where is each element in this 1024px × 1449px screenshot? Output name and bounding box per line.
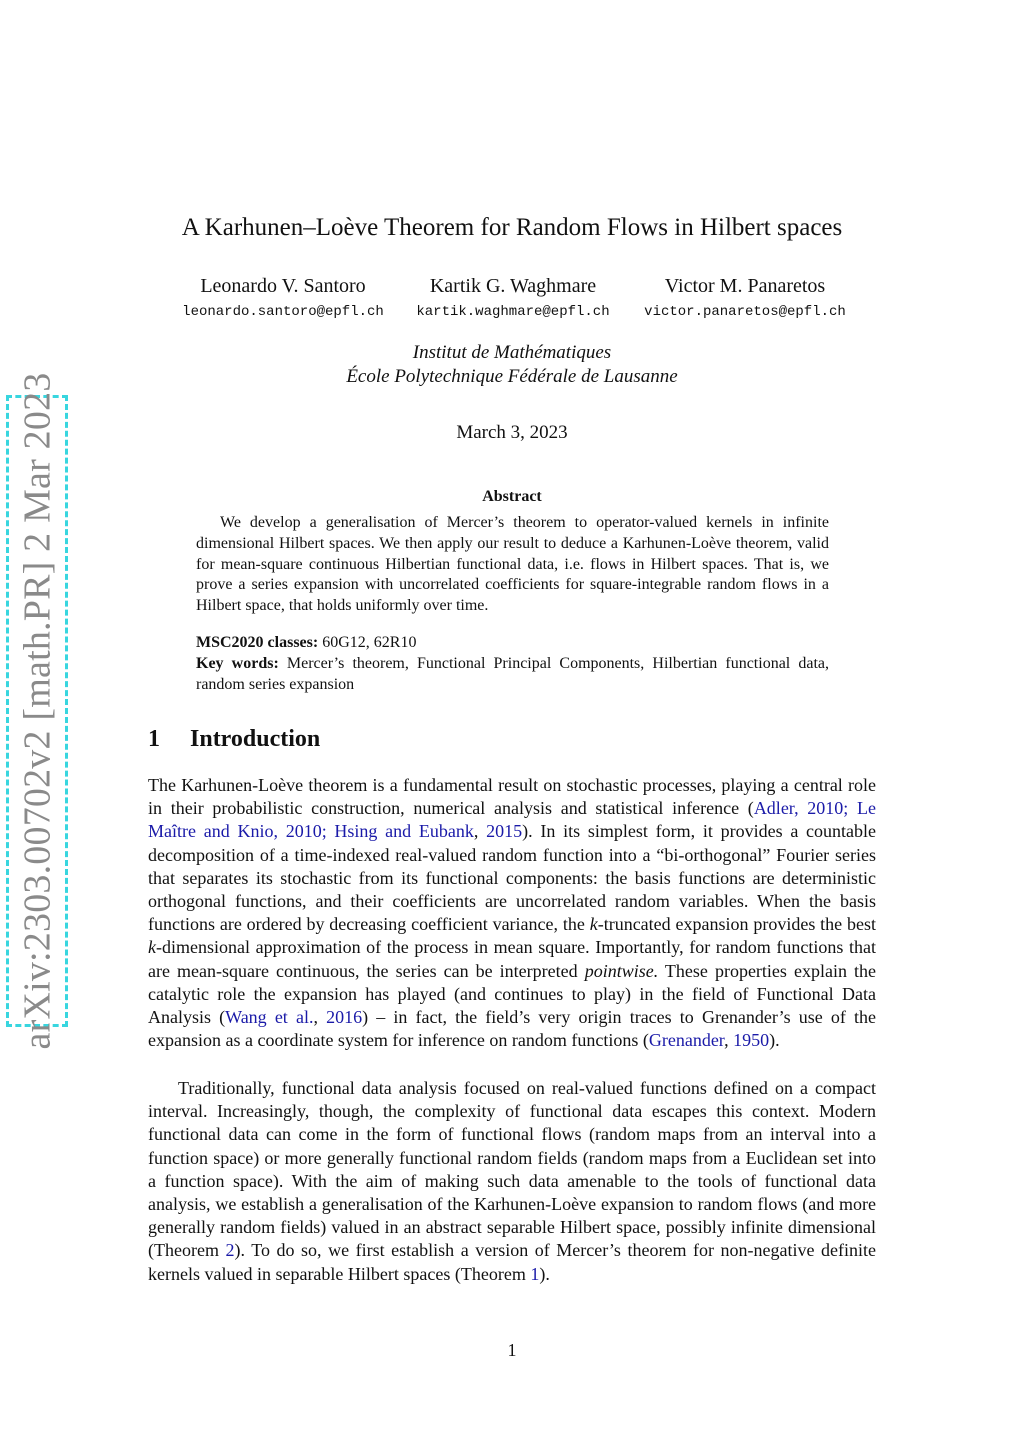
keywords <box>196 654 829 696</box>
text-run: , <box>313 1007 327 1028</box>
text-run: These properties explain the catalytic role the expansion has played (and continues to play) in the field of Functional Data Analysis ( <box>148 960 876 1028</box>
text-run: ). In its simplest form, it provides a countable decomposition of a time-indexed real-valued random function into a “bi-orthogonal” Fourier series that separates its stochastic from its functional components: the basis functions are deterministic orthogonal functions, and their coefficients are uncorrelated random variables. When the basis functions are ordered by decreasing coefficient variance, the <box>148 821 877 935</box>
institution-line: Institut de Mathématiques <box>412 342 612 363</box>
abstract-text: We develop a generalisation of Mercer’s theorem to operator-valued kernels in infinite dimensional Hilbert spaces. We then apply our result to deduce a Karhunen-Loève theorem, valid for mean-square continuous Hilbertian functional data, i.e. flows in Hilbert spaces. That is, we prove a series expansion with uncorrelated coefficients for square-integrable random flows in a Hilbert space, that holds uniformly over time. <box>196 514 829 615</box>
author-email: victor.panaretos@epfl.ch <box>644 304 846 320</box>
arxiv-id: arXiv:2303.00702v2 [math.PR] 2 Mar 2023 <box>16 372 58 1050</box>
theorem-link[interactable]: 1 <box>530 1263 540 1284</box>
text-run: ). <box>769 1030 780 1051</box>
citation-link[interactable]: Wang et al. <box>225 1007 314 1028</box>
author-email: leonardo.santoro@epfl.ch <box>182 304 384 320</box>
math-k: k <box>589 914 598 935</box>
author-block <box>170 272 396 322</box>
author-block <box>630 272 860 322</box>
citation-link[interactable]: 2016 <box>326 1007 363 1028</box>
text-run: , <box>473 821 487 842</box>
text-run: -dimensional approximation of the process in mean square. Importantly, for random functions that are mean-square continuous, the series can be interpreted <box>148 937 876 981</box>
section-heading <box>148 726 320 753</box>
citation-link[interactable]: 2015 <box>486 821 523 842</box>
keywords-value: Mercer’s theorem, Functional Principal Components, Hilbertian functional data, random series expansion <box>196 655 829 693</box>
text-run: ) – in fact, the field’s very origin traces to Grenander’s use of the expansion as a coordinate system for inference on random functions ( <box>148 1007 876 1051</box>
author-email: kartik.waghmare@epfl.ch <box>416 304 610 320</box>
intro-paragraph-1 <box>148 774 876 1052</box>
paper-date: March 3, 2023 <box>456 422 568 443</box>
msc-value: 60G12, 62R10 <box>322 634 417 651</box>
page-number: 1 <box>507 1340 517 1360</box>
section-number: 1 <box>148 726 160 752</box>
text-run: ). <box>539 1263 550 1284</box>
paper-title: A Karhunen–Loève Theorem for Random Flows in Hilbert spaces <box>181 214 843 241</box>
section-title: Introduction <box>190 726 321 752</box>
citation-link[interactable]: Adler, 2010; Le Maître and Knio, 2010; Hsing and Eubank <box>148 798 877 842</box>
text-run: ). To do so, we first establish a version of Mercer’s theorem for non-negative definite kernels valued in separable Hilbert spaces (Theorem <box>148 1240 876 1284</box>
author-name: Kartik G. Waghmare <box>429 275 597 297</box>
theorem-link[interactable]: 2 <box>225 1240 235 1261</box>
citation-link[interactable]: Grenander <box>648 1030 725 1051</box>
institution-line: École Polytechnique Fédérale de Lausanne <box>346 366 678 387</box>
author-name: Leonardo V. Santoro <box>200 275 366 297</box>
author-name: Victor M. Panaretos <box>664 275 826 297</box>
abstract-heading: Abstract <box>482 488 542 505</box>
text-run: The Karhunen-Loève theorem is a fundamental result on stochastic processes, playing a central role in their probabilistic construction, numerical analysis and statistical inference ( <box>148 775 876 819</box>
text-run: -truncated expansion provides the best <box>597 914 876 935</box>
emphasis: pointwise. <box>584 960 659 981</box>
math-k: k <box>148 937 156 958</box>
citation-link[interactable]: 1950 <box>733 1030 770 1051</box>
text-run: Traditionally, functional data analysis focused on real-valued functions defined on a compact interval. Increasingly, though, the complexity of functional data escapes this context. Modern functional data can come in the form of functional flows (random maps from an interval into a function space) or more generally functional random fields (random maps from a Euclidean set into a function space). With the aim of making such data amenable to the tools of functional data analysis, we establish a generalisation of the Karhunen-Loève expansion to random flows (and more generally random fields) valued in an abstract separable Hilbert space, possibly infinite dimensional (Theorem <box>148 1078 876 1261</box>
intro-paragraph-2 <box>148 1077 876 1286</box>
msc-label: MSC2020 classes: <box>196 634 319 651</box>
msc-classes <box>196 633 829 654</box>
text-run: , <box>724 1030 734 1051</box>
keywords-label: Key words: <box>196 655 279 672</box>
author-block <box>402 272 624 322</box>
institution <box>0 341 1024 389</box>
